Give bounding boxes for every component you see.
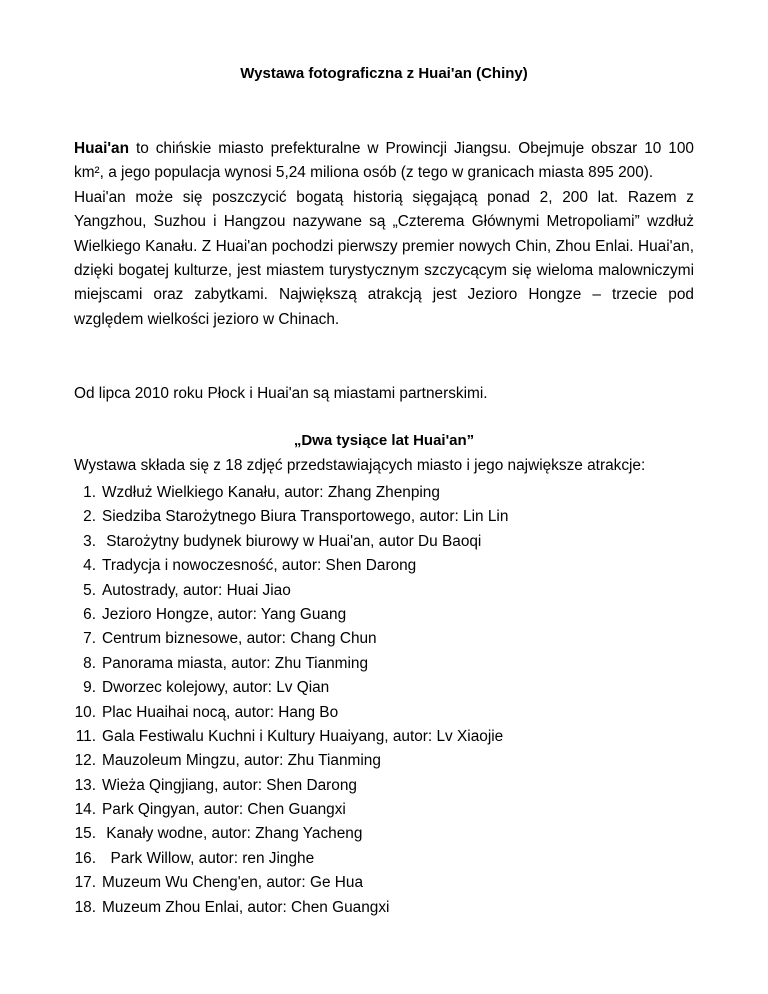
photo-list-item: [74, 774, 508, 798]
photo-caption: Park Qingyan, autor: Chen Guangxi: [102, 801, 346, 819]
photo-number: 9.: [83, 679, 96, 697]
photo-caption: Park Willow, autor: ren Jinghe: [102, 849, 315, 867]
photo-number: 13.: [74, 776, 96, 794]
photo-number: 2.: [83, 508, 96, 526]
photo-list-item: [74, 554, 508, 578]
photo-number: 16.: [74, 849, 96, 867]
photo-caption: Plac Huaihai nocą, autor: Hang Bo: [102, 703, 339, 721]
photo-caption: Starożytny budynek biurowy w Huai'an, autor Du Baoqi: [102, 532, 482, 550]
photo-caption: Autostrady, autor: Huai Jiao: [102, 581, 291, 599]
photo-list-item: [74, 822, 508, 846]
photo-caption: Siedziba Starożytnego Biura Transportowego, autor: Lin Lin: [102, 508, 509, 526]
photo-number: 4.: [83, 557, 96, 575]
photo-number: 14.: [74, 801, 96, 819]
photo-caption: Muzeum Zhou Enlai, autor: Chen Guangxi: [102, 898, 390, 916]
photo-caption: Mauzoleum Mingzu, autor: Zhu Tianming: [102, 752, 381, 770]
photo-caption: Centrum biznesowe, autor: Chang Chun: [102, 630, 377, 648]
photo-number: 10.: [74, 703, 96, 721]
photo-caption: Dworzec kolejowy, autor: Lv Qian: [102, 679, 330, 697]
photo-list-item: [74, 481, 508, 505]
exhibition-lead: Wystawa składa się z 18 zdjęć przedstawiających miasto i jego największe atrakcje:: [74, 457, 646, 474]
photo-list-item: [74, 676, 508, 700]
photo-list-item: [74, 896, 508, 920]
photo-number: 18.: [74, 898, 96, 916]
photo-list-item: [74, 579, 508, 603]
photo-number: 11.: [75, 727, 96, 745]
photo-list-item: [74, 871, 508, 895]
photo-list-item: [74, 505, 508, 529]
photo-caption: Muzeum Wu Cheng'en, autor: Ge Hua: [102, 874, 364, 892]
intro-bold-term: Huai'an: [74, 140, 129, 157]
photo-number: 15.: [74, 825, 96, 843]
photo-list-item: [74, 749, 508, 773]
photo-number: 5.: [83, 581, 96, 599]
exhibition-subtitle: „Dwa tysiące lat Huai'an”: [293, 432, 475, 449]
partner-cities-text: Od lipca 2010 roku Płock i Huai'an są miastami partnerskimi.: [74, 385, 488, 402]
photo-number: 17.: [74, 874, 96, 892]
photo-list-item: [74, 701, 508, 725]
photo-number: 1.: [83, 484, 96, 501]
photo-list-item: [74, 627, 508, 651]
photo-caption: Tradycja i nowoczesność, autor: Shen Darong: [102, 557, 417, 575]
intro-paragraph-1-text: to chińskie miasto prefekturalne w Prowincji Jiangsu. Obejmuje obszar 10 100 km², a jego populacja wynosi 5,24 miliona osób (z tego w granicach miasta 895 200).: [74, 140, 694, 182]
photo-number: 12.: [74, 752, 96, 770]
photo-list-item: [74, 603, 508, 627]
photo-caption: Jezioro Hongze, autor: Yang Guang: [102, 605, 347, 623]
photo-caption: Panorama miasta, autor: Zhu Tianming: [102, 654, 369, 672]
photo-number: 3.: [83, 532, 96, 550]
photo-caption: Wieża Qingjiang, autor: Shen Darong: [102, 776, 357, 794]
photo-list-item: [74, 725, 508, 749]
photo-list-item: [74, 652, 508, 676]
photo-number: 8.: [83, 654, 96, 672]
photo-list: [74, 481, 508, 920]
photo-caption: Kanały wodne, autor: Zhang Yacheng: [102, 825, 363, 843]
intro-section: [74, 137, 694, 332]
intro-paragraph-1: [74, 137, 694, 186]
photo-caption: Wzdłuż Wielkiego Kanału, autor: Zhang Zhenping: [102, 484, 440, 501]
photo-number: 7.: [83, 630, 96, 648]
intro-paragraph-2: Huai'an może się poszczycić bogatą historią sięgającą ponad 2, 200 lat. Razem z Yangzhou, Suzhou i Hangzou nazywane są „Czterema Głównymi Metropoliami” wzdłuż Wielkiego Kanału. Z Huai'an pochodzi pierwszy premier nowych Chin, Zhou Enlai. Huai'an, dzięki bogatej kulturze, jest miastem turystycznym szczycącym się wieloma malowniczymi miejscami oraz zabytkami. Największą atrakcją jest Jezioro Hongze – trzecie pod względem wielkości jezioro w Chinach.: [74, 188, 694, 328]
photo-number: 6.: [83, 605, 96, 623]
photo-list-item: [74, 847, 508, 871]
photo-caption: Gala Festiwalu Kuchni i Kultury Huaiyang, autor: Lv Xiaojie: [102, 727, 504, 745]
photo-list-item: [74, 798, 508, 822]
photo-list-item: [74, 530, 508, 554]
document-title: Wystawa fotograficzna z Huai'an (Chiny): [240, 65, 528, 82]
